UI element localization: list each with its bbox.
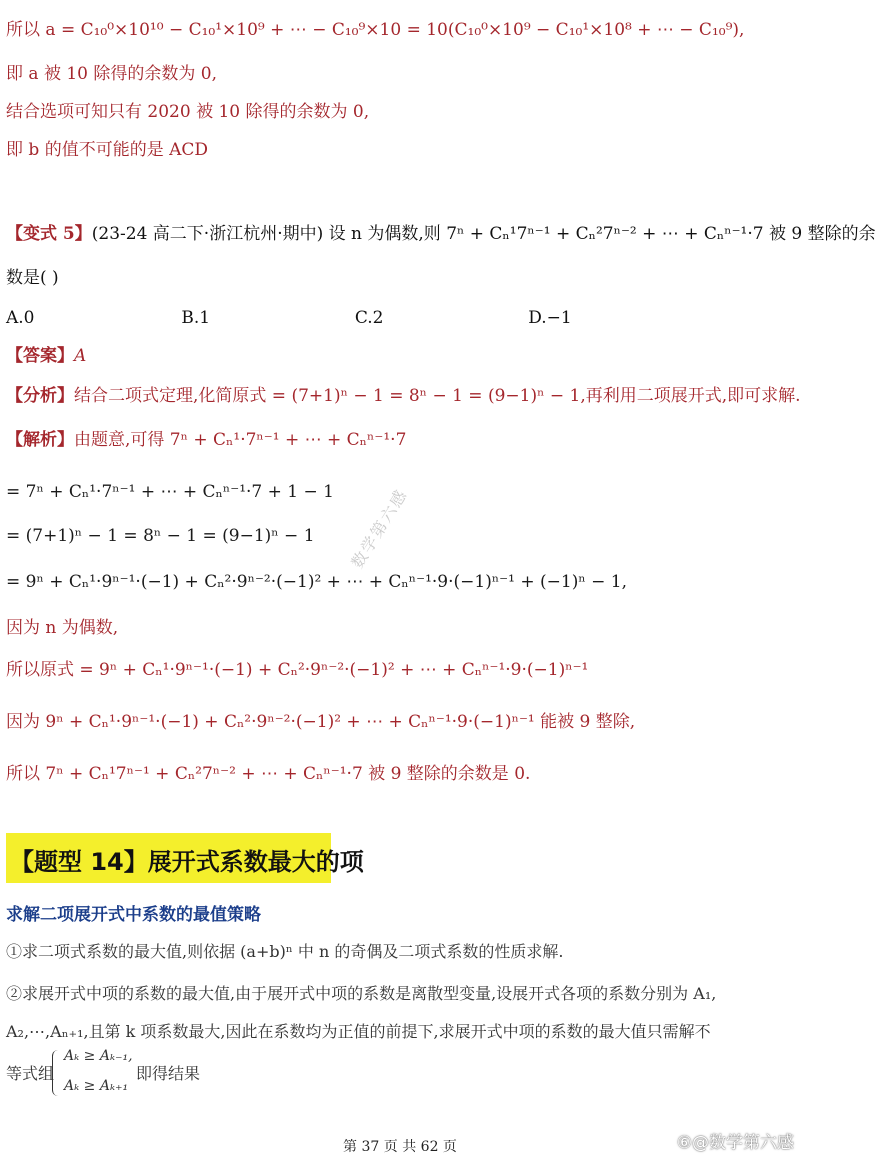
solution-tag: 【解析】 xyxy=(6,430,74,450)
solution-step-1: = 7ⁿ + Cₙ¹·7ⁿ⁻¹ + ⋯ + Cₙⁿ⁻¹·7 + 1 − 1 xyxy=(6,482,334,502)
strategy-point-2b: A₂,⋯,Aₙ₊₁,且第 k 项系数最大,因此在系数均为正值的前提下,求展开式中项的系数的最大值只需解不 xyxy=(6,1022,711,1041)
analysis-tag: 【分析】 xyxy=(6,386,74,406)
solution-step-2: = (7+1)ⁿ − 1 = 8ⁿ − 1 = (9−1)ⁿ − 1 xyxy=(6,526,315,546)
solution-step-5: 所以原式 = 9ⁿ + Cₙ¹·9ⁿ⁻¹·(−1) + Cₙ²·9ⁿ⁻²·(−1)² + ⋯ + Cₙⁿ⁻¹·9·(−1)ⁿ⁻¹ xyxy=(6,660,589,680)
answer-tag: 【答案】 xyxy=(6,346,74,366)
analysis-text: 结合二项式定理,化简原式 = (7+1)ⁿ − 1 = 8ⁿ − 1 = (9−1)ⁿ − 1,再利用二项展开式,即可求解. xyxy=(74,386,801,406)
strategy-point-1: ①求二项式系数的最大值,则依据 (a+b)ⁿ 中 n 的奇偶及二项式系数的性质求解. xyxy=(6,942,564,961)
strategy-point-2a: ②求展开式中项的系数的最大值,由于展开式中项的系数是离散型变量,设展开式各项的系数分别为 A₁, xyxy=(6,984,717,1003)
diagonal-watermark: 数学第六感 xyxy=(347,485,412,572)
remainder-statement: 即 a 被 10 除得的余数为 0, xyxy=(6,64,218,84)
options-row xyxy=(6,308,572,328)
solution-intro-line xyxy=(6,430,406,450)
solution-intro: 由题意,可得 7ⁿ + Cₙ¹·7ⁿ⁻¹ + ⋯ + Cₙⁿ⁻¹·7 xyxy=(74,430,407,450)
answer-line xyxy=(6,346,86,366)
derivation-line-a: 所以 a = C₁₀⁰×10¹⁰ − C₁₀¹×10⁹ + ⋯ − C₁₀⁹×10 = 10(C₁₀⁰×10⁹ − C₁₀¹×10⁸ + ⋯ − C₁₀⁹), xyxy=(6,20,745,40)
watermark-logo: ⑥@数学第六感 xyxy=(676,1133,794,1153)
option-d: D.−1 xyxy=(528,308,572,328)
option-c: C.2 xyxy=(354,308,384,328)
solution-step-7: 所以 7ⁿ + Cₙ¹7ⁿ⁻¹ + Cₙ²7ⁿ⁻² + ⋯ + Cₙⁿ⁻¹·7 被 9 整除的余数是 0. xyxy=(6,764,531,784)
b-conclusion: 即 b 的值不可能的是 ACD xyxy=(6,140,209,160)
page-number: 第 37 页 共 62 页 xyxy=(343,1139,457,1155)
strategy-point-2c-tail: 即得结果 xyxy=(136,1064,201,1083)
problem-stem-cont: 数是( ) xyxy=(6,268,59,288)
inequality-1: Aₖ ≥ Aₖ₋₁, xyxy=(64,1048,133,1064)
section-heading: 【题型 14】展开式系数最大的项 xyxy=(10,848,364,876)
answer-value: A xyxy=(74,346,87,366)
strategy-point-2c-label: 等式组 xyxy=(6,1064,55,1083)
problem-tag: 【变式 5】 xyxy=(6,224,92,244)
solution-step-3: = 9ⁿ + Cₙ¹·9ⁿ⁻¹·(−1) + Cₙ²·9ⁿ⁻²·(−1)² + ⋯ + Cₙⁿ⁻¹·9·(−1)ⁿ⁻¹ + (−1)ⁿ − 1, xyxy=(6,572,627,592)
option-conclusion: 结合选项可知只有 2020 被 10 除得的余数为 0, xyxy=(6,102,370,122)
problem-stem xyxy=(6,224,876,244)
option-b: B.1 xyxy=(181,308,211,328)
problem-source: (23-24 高二下·浙江杭州·期中) xyxy=(91,224,324,244)
strategy-subheading: 求解二项展开式中系数的最值策略 xyxy=(6,905,261,925)
solution-step-4: 因为 n 为偶数, xyxy=(6,618,119,638)
analysis-line xyxy=(6,386,801,406)
solution-step-6: 因为 9ⁿ + Cₙ¹·9ⁿ⁻¹·(−1) + Cₙ²·9ⁿ⁻²·(−1)² + ⋯ + Cₙⁿ⁻¹·9·(−1)ⁿ⁻¹ 能被 9 整除, xyxy=(6,712,636,732)
inequality-brace xyxy=(52,1050,61,1096)
option-a: A.0 xyxy=(6,308,35,328)
inequality-2: Aₖ ≥ Aₖ₊₁ xyxy=(64,1078,129,1094)
problem-text: 设 n 为偶数,则 7ⁿ + Cₙ¹7ⁿ⁻¹ + Cₙ²7ⁿ⁻² + ⋯ + Cₙⁿ⁻¹·7 被 9 整除的余 xyxy=(328,224,876,244)
